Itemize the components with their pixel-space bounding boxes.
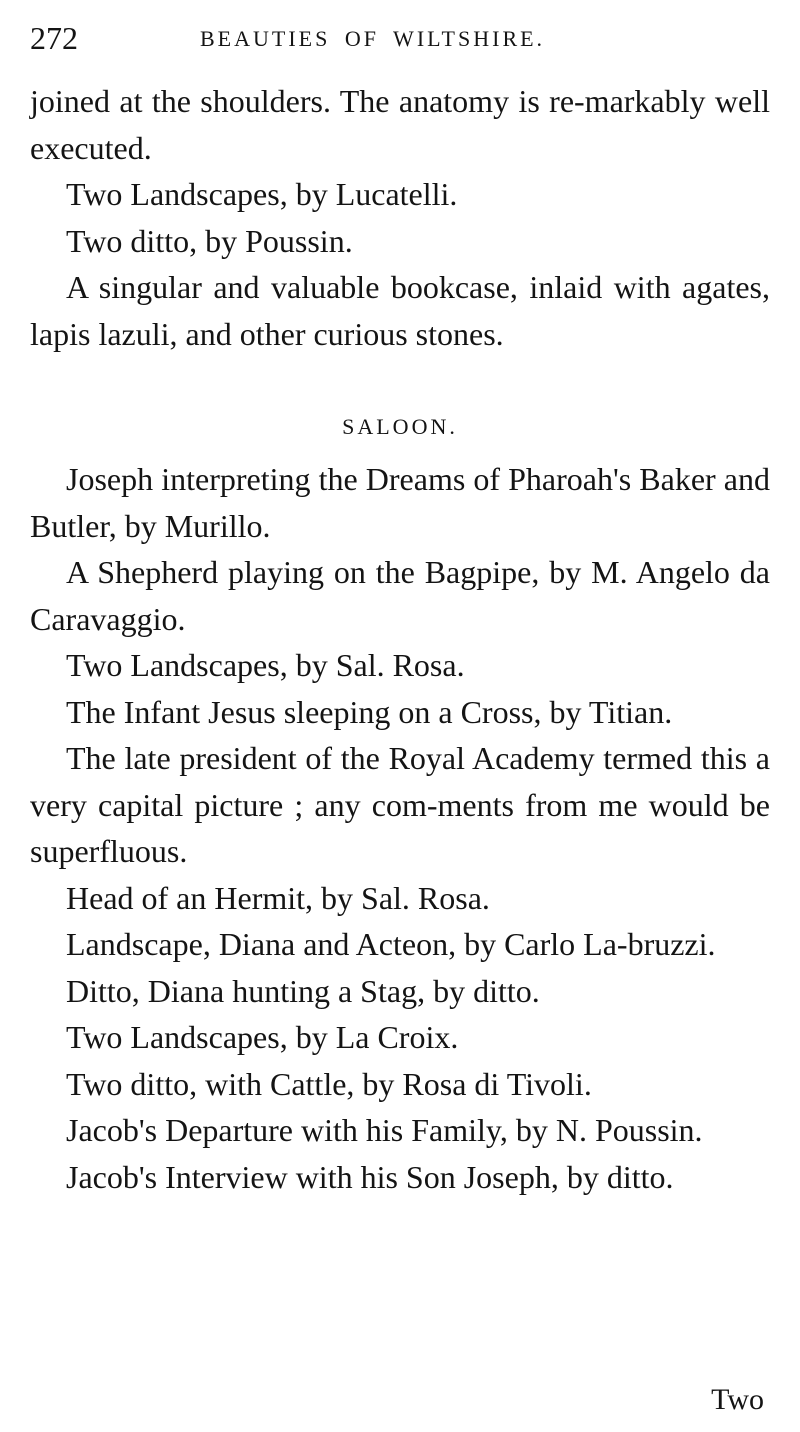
section-heading: SALOON. (342, 414, 458, 439)
continued-text-block (30, 78, 770, 357)
catchword: Two (711, 1383, 764, 1416)
paragraph: Two ditto, with Cattle, by Rosa di Tivoli. (66, 1065, 592, 1102)
paragraph: joined at the shoulders. The anatomy is re-markably well executed. (30, 83, 770, 166)
page-number: 272 (30, 20, 78, 56)
running-title: BEAUTIES OF WILTSHIRE. (200, 26, 546, 51)
paragraph: Landscape, Diana and Acteon, by Carlo La-bruzzi. (66, 926, 716, 962)
paragraph: Jacob's Interview with his Son Joseph, by ditto. (66, 1158, 674, 1195)
paragraph: Ditto, Diana hunting a Stag, by ditto. (66, 972, 540, 1009)
paragraph: A Shepherd playing on the Bagpipe, by M. Angelo da Caravaggio. (30, 554, 770, 637)
running-head (30, 18, 770, 58)
paragraph: Two ditto, by Poussin. (66, 222, 353, 259)
paragraph: A singular and valuable bookcase, inlaid with agates, lapis lazuli, and other curious stones. (30, 269, 770, 352)
paragraph: The late president of the Royal Academy termed this a very capital picture ; any com-ments from me would be superfluous. (30, 740, 770, 869)
paragraph: Two Landscapes, by Sal. Rosa. (66, 647, 465, 683)
paragraph: Head of an Hermit, by Sal. Rosa. (66, 879, 490, 916)
paragraph: Two Landscapes, by La Croix. (66, 1019, 459, 1055)
paragraph: The Infant Jesus sleeping on a Cross, by Titian. (66, 693, 673, 730)
saloon-text-block (30, 456, 770, 1200)
paragraph: Joseph interpreting the Dreams of Pharoah's Baker and Butler, by Murillo. (30, 461, 770, 544)
paragraph: Two Landscapes, by Lucatelli. (66, 176, 458, 212)
paragraph: Jacob's Departure with his Family, by N. Poussin. (66, 1112, 703, 1148)
